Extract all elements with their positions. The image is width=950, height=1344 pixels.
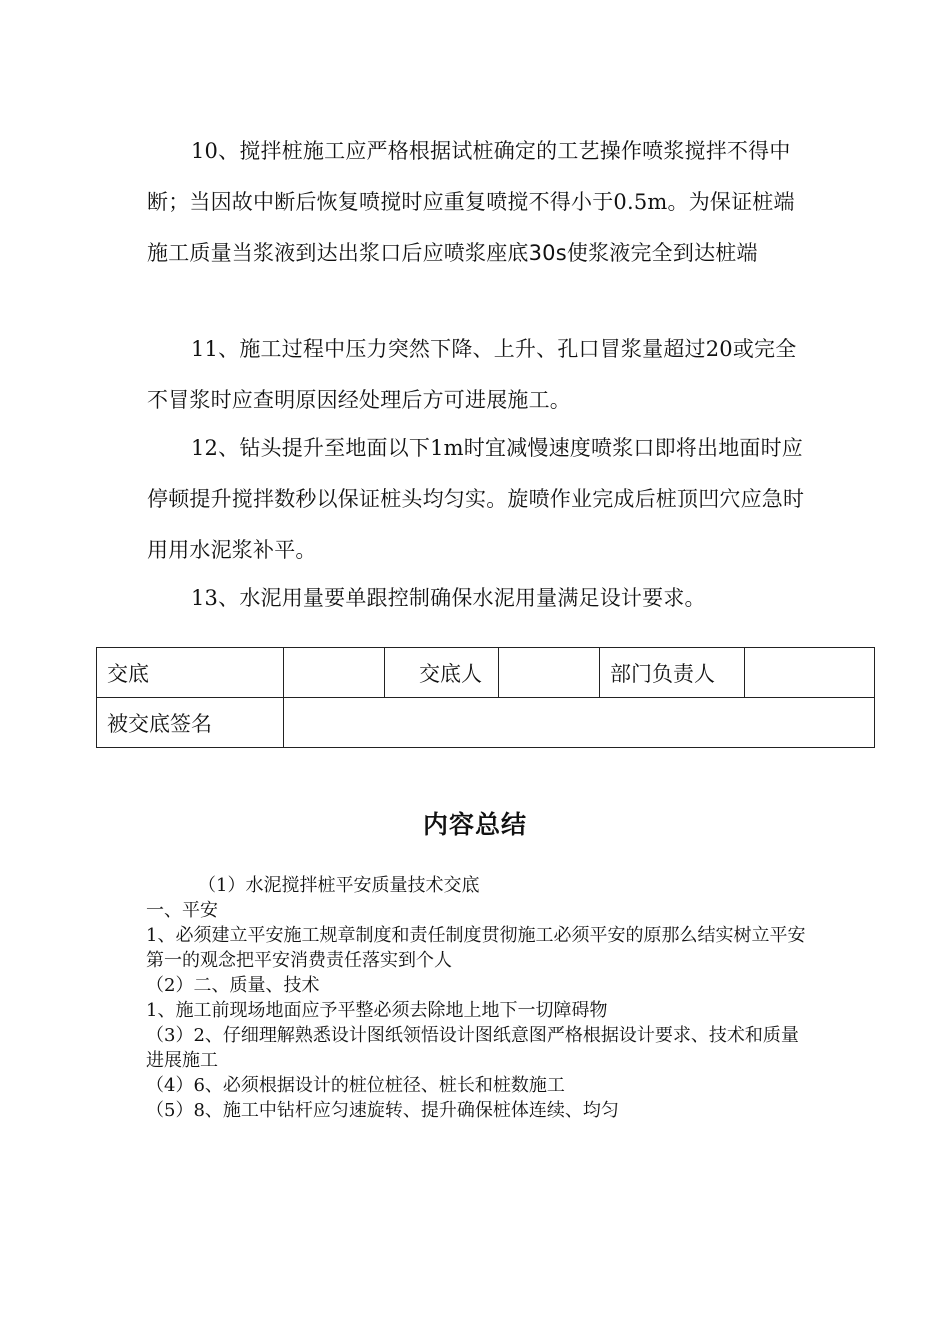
sign-off-table (96, 647, 875, 748)
paragraph-13: 13、水泥用量要单跟控制确保水泥用量满足设计要求。 (191, 586, 706, 610)
paragraph-11: 11、施工过程中压力突然下降、上升、孔口冒浆量超过20或完全不冒浆时应查明原因经处理后方可进展施工。 (147, 337, 797, 412)
summary-line: （1）水泥搅拌桩平安质量技术交底 (198, 875, 480, 896)
summary-line: 1、施工前现场地面应予平整必须去除地上地下一切障碍物 (146, 1000, 608, 1021)
paragraph-12: 12、钻头提升至地面以下1m时宜减慢速度喷浆口即将出地面时应停顿提升搅拌数秒以保证桩头均匀实。旋喷作业完成后桩顶凹穴应急时用用水泥浆补平。 (147, 436, 805, 562)
sign-off-row-1 (97, 648, 875, 698)
sign-off-row-2 (97, 698, 875, 748)
summary-block (146, 873, 806, 1123)
paragraph-10 (147, 126, 807, 279)
recipient-signature-label: 被交底签名 (97, 698, 284, 748)
summary-line: （4）6、必须根据设计的桩位桩径、桩长和桩数施工 (146, 1075, 565, 1096)
summary-line: （2）二、质量、技术 (146, 975, 320, 996)
summary-title: 内容总结 (422, 810, 527, 839)
summary-line: （3）2、仔细理解熟悉设计图纸领悟设计图纸意图严格根据设计要求、技术和质量进展施工 (146, 1025, 799, 1071)
jiaodi-label: 交底 (97, 648, 284, 698)
jiaodiren-value-cell[interactable] (499, 648, 600, 698)
summary-line: 一、平安 (146, 900, 218, 921)
summary-line: （5）8、施工中钻杆应匀速旋转、提升确保桩体连续、均匀 (146, 1100, 619, 1121)
recipient-signature-cell[interactable] (284, 698, 875, 748)
paragraph-10-duration: 30s (528, 241, 567, 265)
department-head-label: 部门负责人 (600, 648, 745, 698)
paragraph-10-text-end: 使浆液完全到达桩端 (566, 241, 758, 265)
jiaodi-value-cell[interactable] (284, 648, 385, 698)
summary-line: 1、必须建立平安施工规章制度和责任制度贯彻施工必须平安的原那么结实树立平安第一的观念把平安消费责任落实到个人 (146, 925, 806, 971)
jiaodiren-label: 交底人 (385, 648, 499, 698)
paragraph-10-text: 10、搅拌桩施工应严格根据试桩确定的工艺操作喷浆搅拌不得中断；当因故中断后恢复喷搅时应重复喷搅不得小于0.5m。为保证桩端施工质量当浆液到达出浆口后应喷浆座底 (147, 139, 795, 265)
department-head-value-cell[interactable] (745, 648, 875, 698)
